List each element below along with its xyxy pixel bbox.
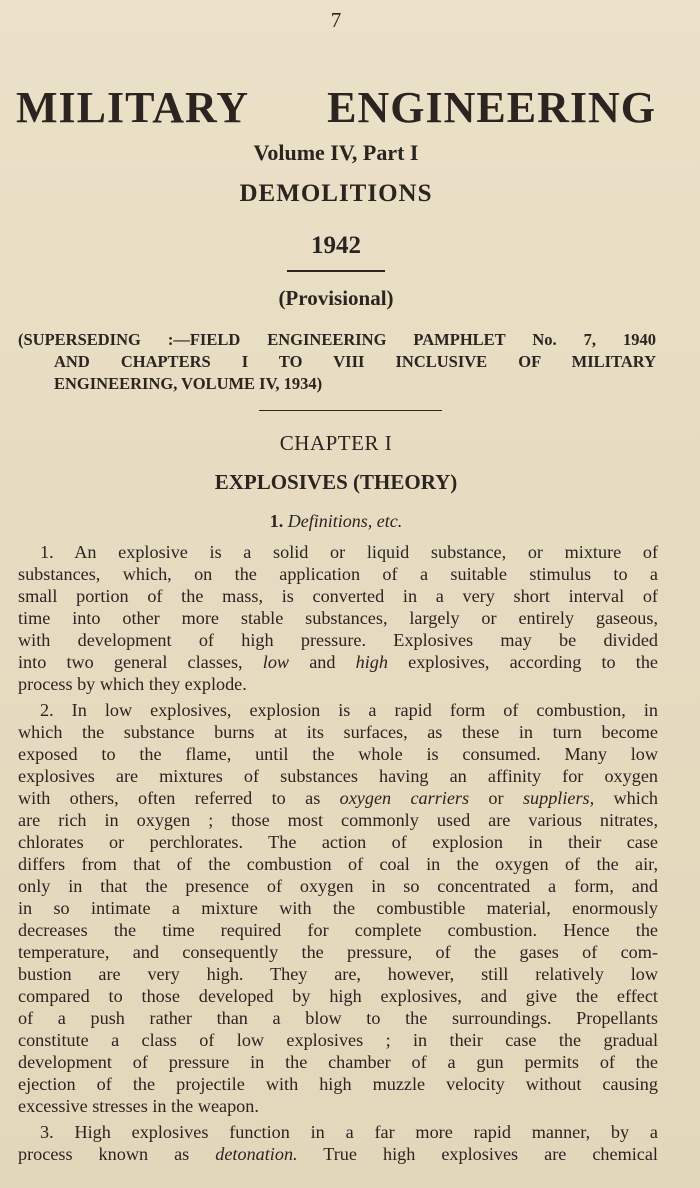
text-line: 2. In low explosives, explosion is a rapid form of combustion, in (40, 700, 658, 720)
paragraph (18, 541, 658, 695)
text-line: constitute a class of low explosives ; in their case the gradual (18, 1030, 658, 1050)
text-line: of a push rather than a blow to the surroundings. Propellants (18, 1008, 658, 1028)
text-line: are rich in oxygen ; those most commonly used are various nitrates, (18, 810, 658, 830)
text-line: chlorates or perchlorates. The action of explosion in their case (18, 832, 658, 852)
status-heading: (Provisional) (278, 286, 394, 310)
text-run: True high explosives are chemical (297, 1144, 658, 1164)
italic-term: oxygen carriers (339, 788, 470, 808)
superseding-note (18, 329, 656, 395)
text-line: process by which they explode. (18, 674, 247, 694)
paragraph (18, 1121, 658, 1165)
text-line: decreases the time required for complete combustion. Hence the (18, 920, 658, 940)
text-run: process known as (18, 1144, 216, 1164)
main-title: MILITARY ENGINEERING (16, 83, 656, 132)
section-title: Definitions, etc. (287, 511, 403, 531)
paragraph (18, 699, 658, 1117)
chapter-heading: CHAPTER I (279, 431, 393, 455)
text-line: small portion of the mass, is converted in a very short interval of (18, 586, 658, 606)
divider-rule (259, 410, 442, 411)
text-line (18, 1143, 658, 1165)
text-run: or (469, 788, 523, 808)
text-line: explosives are mixtures of substances having an affinity for oxygen (18, 766, 658, 786)
text-line: which the substance burns at its surfaces, as these in turn become (18, 722, 658, 742)
text-run: and (289, 652, 356, 672)
text-line: bustion are very high. They are, however, still relatively low (18, 964, 658, 984)
section-heading (0, 511, 672, 532)
text-line: only in that the presence of oxygen in so concentrated a form, and (18, 876, 658, 896)
text-line: excessive stresses in the weapon. (18, 1096, 259, 1116)
text-run: which (594, 788, 658, 808)
text-line: time into other more stable substances, largely or entirely gaseous, (18, 608, 658, 628)
text-line: exposed to the flame, until the whole is consumed. Many low (18, 744, 658, 764)
body-text (18, 541, 658, 1169)
subject-heading: DEMOLITIONS (239, 180, 433, 207)
text-line (18, 787, 658, 809)
text-line: substances, which, on the application of a suitable stimulus to a (18, 564, 658, 584)
text-line: development of pressure in the chamber of a gun permits of the (18, 1052, 658, 1072)
text-line: compared to those developed by high explosives, and give the effect (18, 986, 658, 1006)
section-number: 1. (269, 511, 284, 531)
text-run: explosives, according to the (387, 652, 658, 672)
superseding-line: (SUPERSEDING :—FIELD ENGINEERING PAMPHLET No. 7, 1940 (18, 330, 656, 349)
text-line: differs from that of the combustion of coal in the oxygen of the air, (18, 854, 658, 874)
volume-subtitle: Volume IV, Part I (253, 140, 419, 165)
text-run: with others, often referred to as (18, 788, 340, 808)
text-run: into two general classes, (18, 652, 263, 672)
italic-term: high (355, 652, 388, 672)
italic-term: detonation. (215, 1144, 298, 1164)
text-line: ejection of the projectile with high muzzle velocity without causing (18, 1074, 658, 1094)
page-number: 7 (330, 8, 342, 32)
text-line: 3. High explosives function in a far more rapid manner, by a (40, 1122, 658, 1142)
text-line: in so intimate a mixture with the combustible material, enormously (18, 898, 658, 918)
text-line: with development of high pressure. Explosives may be divided (18, 630, 658, 650)
text-line (18, 651, 658, 673)
chapter-title: EXPLOSIVES (THEORY) (214, 470, 458, 494)
superseding-line: AND CHAPTERS I TO VIII INCLUSIVE OF MILITARY (54, 352, 656, 371)
italic-term: low (262, 652, 290, 672)
text-line: temperature, and consequently the pressure, of the gases of com- (18, 942, 658, 962)
italic-term: suppliers, (522, 788, 595, 808)
divider-rule (287, 270, 385, 272)
text-line: 1. An explosive is a solid or liquid substance, or mixture of (40, 542, 658, 562)
superseding-line: ENGINEERING, VOLUME IV, 1934) (54, 374, 323, 393)
year-heading: 1942 (311, 232, 361, 259)
